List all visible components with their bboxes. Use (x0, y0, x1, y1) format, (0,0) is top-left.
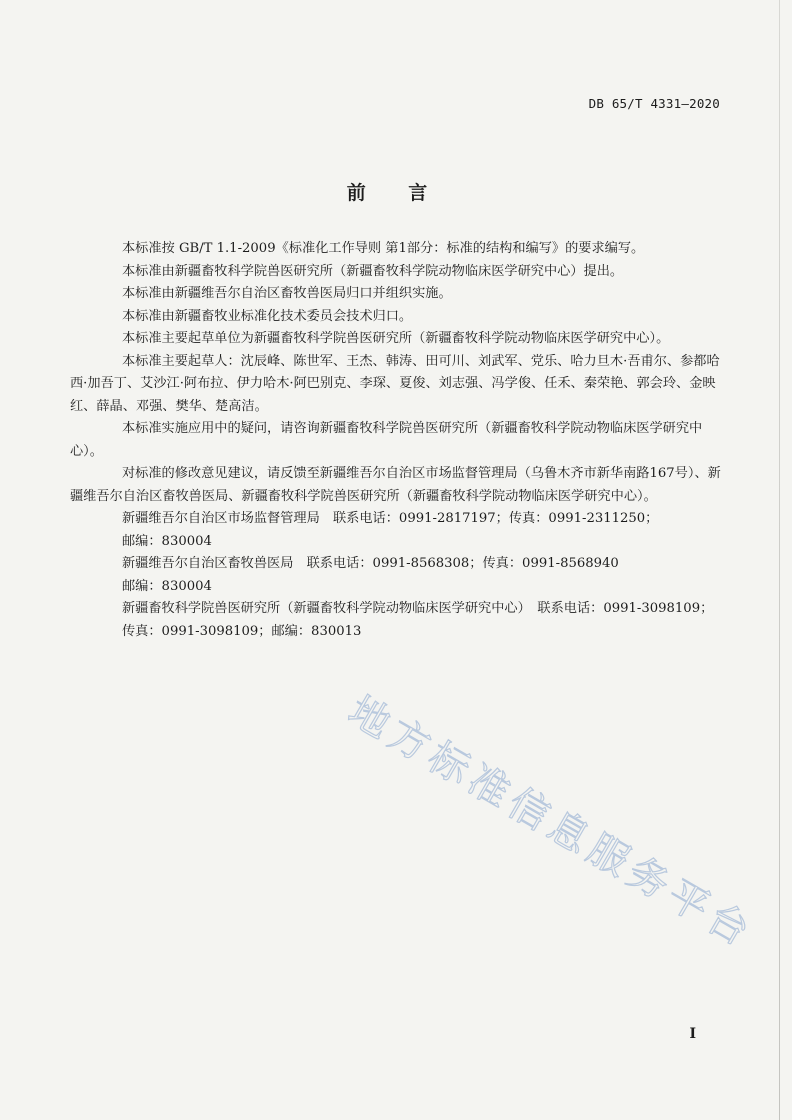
contact-market-regulation: 新疆维吾尔自治区市场监督管理局 联系电话：0991-2817197；传真：0991-2311250； (122, 511, 659, 526)
page-title: 前 言 (346, 182, 446, 204)
paragraph-drafters: 本标准主要起草人：沈辰峰、陈世军、王杰、韩涛、田可川、刘武军、党乐、哈力旦木·吾甫尔、参都哈西·加吾丁、艾沙江·阿布拉、伊力哈木·阿巴别克、李琛、夏俊、刘志强、冯学俊、任禾、秦荣艳、郭会玲、金映红、薛晶、邓强、樊华、楚高洁。 (70, 353, 720, 414)
paragraph-drafting-unit: 本标准主要起草单位为新疆畜牧科学院兽医研究所（新疆畜牧科学院动物临床医学研究中心）。 (122, 331, 670, 346)
watermark: 地方标准信息服务平台 (340, 687, 762, 958)
page-edge (779, 0, 780, 1120)
page-number: I (689, 1026, 696, 1042)
contact-veterinary-institute: 新疆畜牧科学院兽医研究所（新疆畜牧科学院动物临床医学研究中心） 联系电话：0991-3098109； (122, 601, 714, 616)
paragraph-technical-committee: 本标准由新疆畜牧业标准化技术委员会技术归口。 (122, 308, 413, 324)
paragraph-proposer: 本标准由新疆畜牧科学院兽医研究所（新疆畜牧科学院动物临床医学研究中心）提出。 (122, 263, 624, 279)
standard-number: DB 65/T 4331—2020 (588, 96, 720, 111)
contact-market-regulation-postcode: 邮编：830004 (122, 533, 212, 549)
contact-animal-husbandry: 新疆维吾尔自治区畜牧兽医局 联系电话：0991-8568308；传真：0991-8568940 (122, 556, 619, 571)
paragraph-administrator: 本标准由新疆维吾尔自治区畜牧兽医局归口并组织实施。 (122, 286, 452, 301)
contact-animal-husbandry-postcode: 邮编：830004 (122, 578, 212, 594)
paragraph-inquiries: 本标准实施应用中的疑问，请咨询新疆畜牧科学院兽医研究所（新疆畜牧科学院动物临床医学研究中心）。 (70, 421, 703, 459)
contact-veterinary-institute-fax: 传真：0991-3098109；邮编：830013 (122, 623, 362, 639)
paragraph-drafting-rules: 本标准按 GB/T 1.1-2009《标准化工作导则 第1部分：标准的结构和编写》的要求编写。 (122, 241, 645, 256)
paragraph-feedback: 对标准的修改意见建议，请反馈至新疆维吾尔自治区市场监督管理局（乌鲁木齐市新华南路167号）、新疆维吾尔自治区畜牧兽医局、新疆畜牧科学院兽医研究所（新疆畜牧科学院动物临床医学研究中心）。 (70, 466, 721, 504)
foreword-body (70, 238, 728, 643)
